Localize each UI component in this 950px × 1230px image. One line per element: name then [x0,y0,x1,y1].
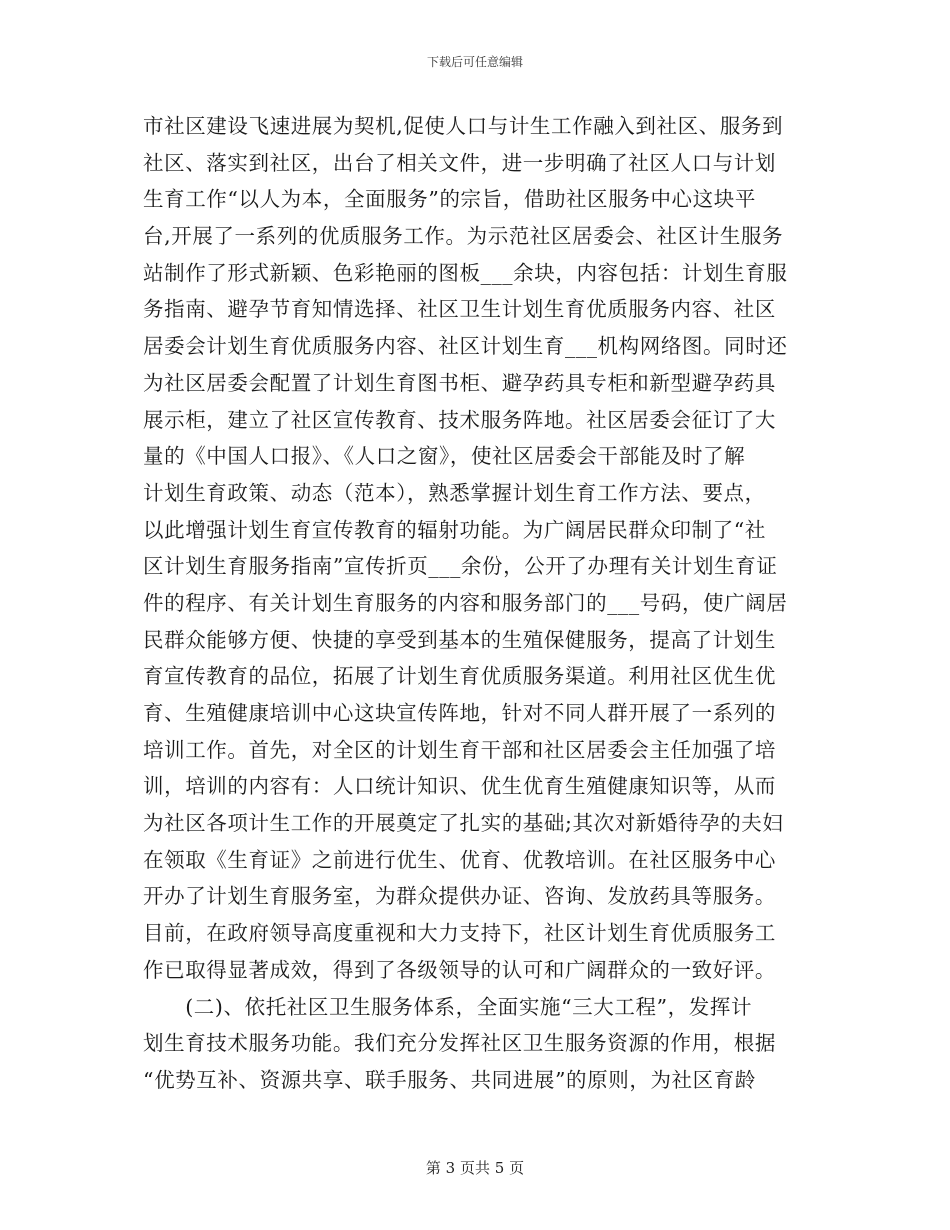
text-line: “优势互补、资源共享、联手服务、共同进展”的原则，为社区育龄 [143,1067,756,1092]
text-line: 展示柜，建立了社区宣传教育、技术服务阵地。社区居委会征订了大 [143,407,776,432]
text-line: 开办了计划生育服务室，为群众提供办证、咨询、发放药具等服务。 [143,884,776,909]
text-line: 计划生育政策、动态（范本），熟悉掌握计划生育工作方法、要点， [143,480,766,505]
text-line: 量的《中国人口报》、《人口之窗》，使社区居委会干部能及时了解 [143,444,746,469]
page-number-footer: 第 3 页共 5 页 [425,1159,525,1177]
text-line: 育、生殖健康培训中心这块宣传阵地，针对不同人群开展了一系列的 [143,701,776,725]
text-line: 居委会计划生育优质服务内容、社区计划生育___机构网络图。同时还 [143,334,788,359]
text-line: 社区、落实到社区，出台了相关文件，进一步明确了社区人口与计划 [143,150,776,175]
text-line: 以此增强计划生育宣传教育的辐射功能。为广阔居民群众印制了“社 [143,517,766,542]
text-line: 目前，在政府领导高度重视和大力支持下，社区计划生育优质服务工 [143,921,776,946]
text-line: 训，培训的内容有：人口统计知识、优生优育生殖健康知识等，从而 [143,774,776,799]
text-line: 生育工作“以人为本，全面服务”的宗旨，借助社区服务中心这块平 [143,187,756,212]
text-line: 育宣传教育的品位，拓展了计划生育优质服务渠道。利用社区优生优 [143,664,776,689]
document-body [143,108,813,1099]
text-line: 民群众能够方便、快捷的享受到基本的生殖保健服务，提高了计划生 [143,627,776,652]
text-line: 划生育技术服务功能。我们充分发挥社区卫生服务资源的作用，根据 [143,1031,776,1056]
text-line: 件的程序、有关计划生育服务的内容和服务部门的___号码，使广阔居 [143,590,788,615]
text-line: 培训工作。首先，对全区的计划生育干部和社区居委会主任加强了培 [143,737,776,762]
page-header: 下载后可任意编辑 [426,55,523,69]
text-line: 务指南、避孕节育知情选择、社区卫生计划生育优质服务内容、社区 [143,297,776,322]
text-line: 为社区居委会配置了计划生育图书柜、避孕药具专柜和新型避孕药具 [143,370,776,395]
text-line: 市社区建设飞速进展为契机,促使人口与计生工作融入到社区、服务到 [143,114,784,138]
text-line: 台,开展了一系列的优质服务工作。为示范社区居委会、社区计生服务 [143,224,784,249]
text-line: 为社区各项计生工作的开展奠定了扎实的基础;其次对新婚待孕的夫妇 [143,811,784,836]
text-line: (二)、依托社区卫生服务体系，全面实施“三大工程”，发挥计 [143,994,753,1019]
text-line: 站制作了形式新颖、色彩艳丽的图板___余块，内容包括：计划生育服 [143,260,788,285]
text-line: 在领取《生育证》之前进行优生、优育、优教培训。在社区服务中心 [143,847,776,872]
text-line: 作已取得显著成效，得到了各级领导的认可和广阔群众的一致好评。 [143,957,776,982]
text-line: 区计划生育服务指南”宣传折页___余份，公开了办理有关计划生育证 [143,554,778,579]
